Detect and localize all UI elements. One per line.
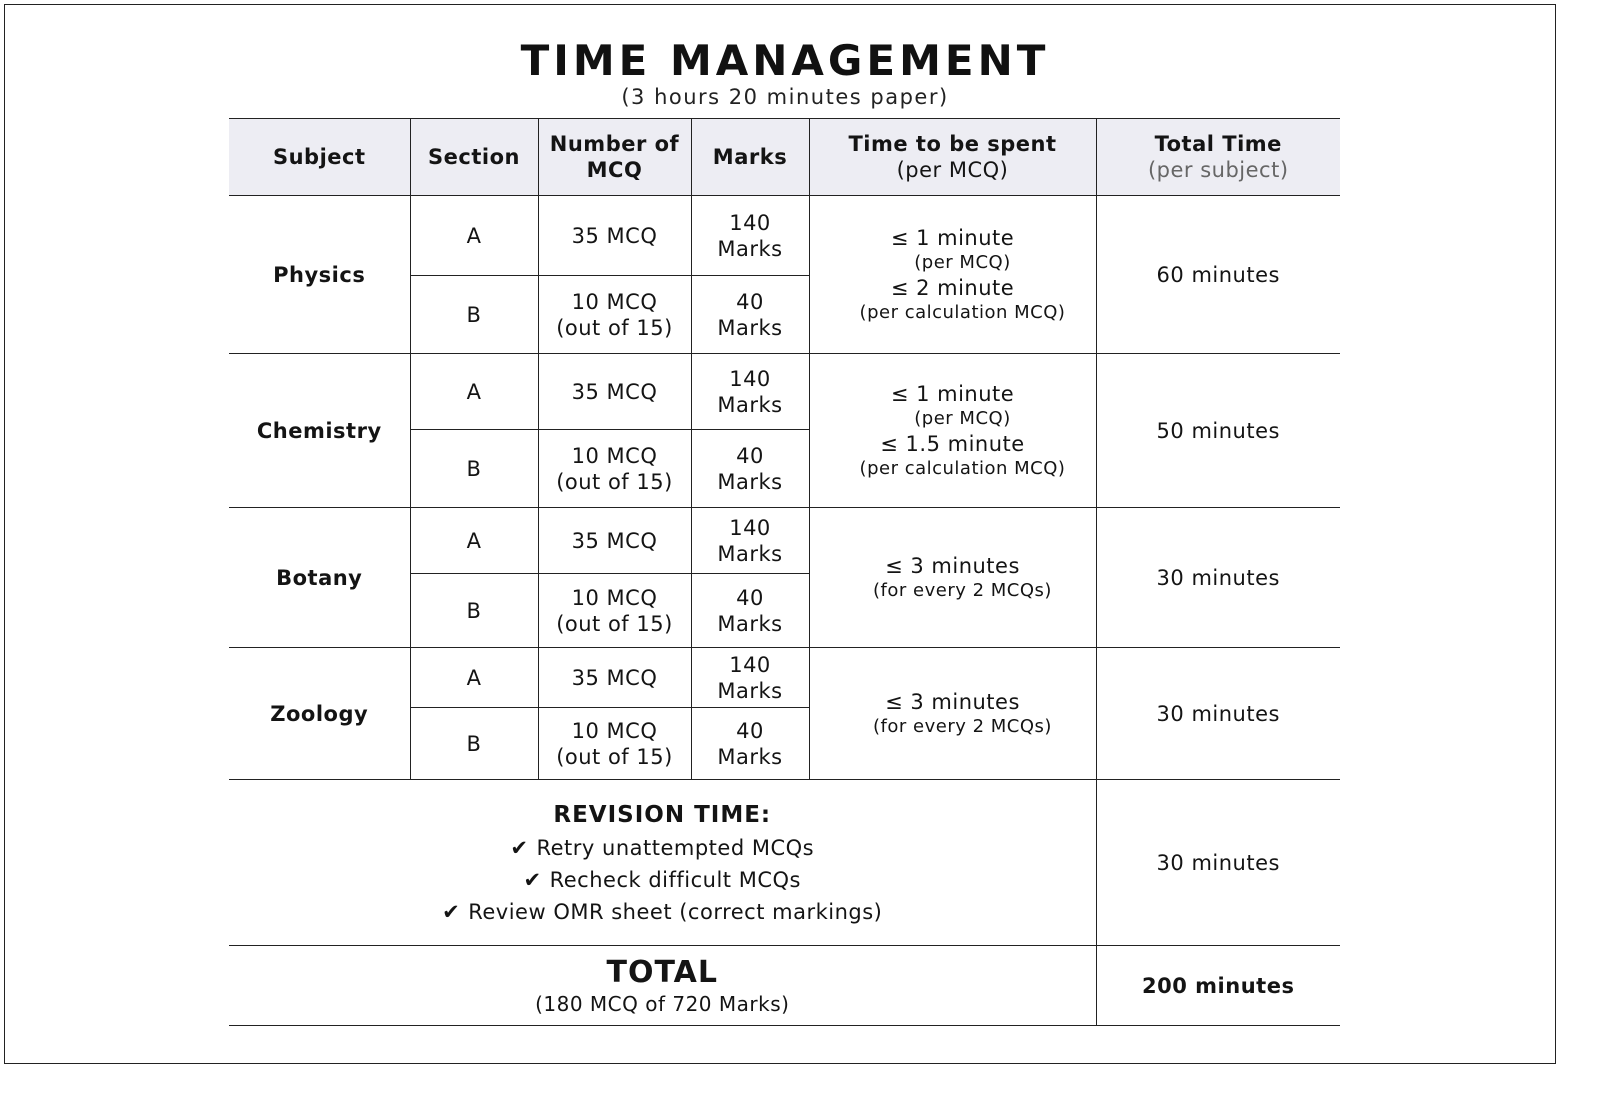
mcq-count-line: (out of 15)	[556, 744, 673, 769]
mcq-count-cell	[538, 196, 691, 276]
mcq-count-line: 35 MCQ	[571, 665, 658, 690]
time-note: (per MCQ)	[914, 407, 1011, 429]
marks-line: Marks	[717, 744, 783, 769]
marks-line: Marks	[717, 541, 783, 566]
marks-line: Marks	[717, 392, 783, 417]
revision-item	[229, 864, 1096, 896]
page-title: TIME MANAGEMENT	[520, 36, 1050, 85]
header-time-per-mcq	[809, 119, 1096, 196]
mcq-count-line: 35 MCQ	[571, 528, 658, 553]
subject-name: Zoology	[229, 648, 410, 780]
mcq-count-line: 10 MCQ	[571, 718, 658, 743]
time-note: (for every 2 MCQs)	[873, 579, 1052, 601]
time-note: (per calculation MCQ)	[859, 457, 1066, 479]
header-subject: Subject	[229, 119, 410, 196]
mcq-count-cell	[538, 574, 691, 648]
mcq-count-cell	[538, 508, 691, 574]
header-row	[229, 119, 1340, 196]
section-cell: A	[410, 354, 538, 430]
marks-line: 140	[729, 515, 771, 540]
marks-line: 40	[736, 289, 764, 314]
marks-line: 40	[736, 585, 764, 610]
section-cell: B	[410, 276, 538, 354]
time-note: (for every 2 MCQs)	[873, 715, 1052, 737]
marks-line: Marks	[717, 236, 783, 261]
header-total-time	[1096, 119, 1340, 196]
revision-cell	[229, 780, 1096, 946]
marks-cell	[691, 276, 809, 354]
marks-cell	[691, 574, 809, 648]
total-cell	[229, 946, 1096, 1026]
table-row	[229, 508, 1340, 574]
section-cell: A	[410, 508, 538, 574]
header-time-per-mcq-label: Time to be spent	[848, 132, 1057, 156]
section-cell: A	[410, 648, 538, 708]
marks-line: Marks	[717, 315, 783, 340]
mcq-count-line: (out of 15)	[556, 315, 673, 340]
revision-item-label: Recheck difficult MCQs	[549, 867, 801, 892]
mcq-count-line: 10 MCQ	[571, 585, 658, 610]
total-sub: (180 MCQ of 720 Marks)	[535, 991, 790, 1016]
time-limit: ≤ 1 minute	[890, 381, 1015, 406]
marks-line: 140	[729, 652, 771, 677]
subject-total-time: 50 minutes	[1096, 354, 1340, 508]
checkmark-icon: ✔	[523, 867, 542, 892]
revision-title: REVISION TIME:	[553, 801, 772, 828]
mcq-count-cell	[538, 708, 691, 780]
subject-total-time: 60 minutes	[1096, 196, 1340, 354]
time-note: (per MCQ)	[914, 251, 1011, 273]
revision-item-label: Review OMR sheet (correct markings)	[468, 899, 883, 924]
header-number-mcq: Number of MCQ	[538, 119, 691, 196]
marks-line: 140	[729, 210, 771, 235]
checkmark-icon: ✔	[442, 899, 461, 924]
time-management-table	[229, 118, 1340, 1026]
marks-line: Marks	[717, 678, 783, 703]
marks-cell	[691, 196, 809, 276]
mcq-count-line: 35 MCQ	[571, 223, 658, 248]
subject-total-time: 30 minutes	[1096, 508, 1340, 648]
time-limit: ≤ 3 minutes	[885, 553, 1020, 578]
marks-line: 40	[736, 718, 764, 743]
time-per-mcq-cell	[809, 648, 1096, 780]
mcq-count-line: (out of 15)	[556, 611, 673, 636]
mcq-count-line: 10 MCQ	[571, 289, 658, 314]
subject-name: Physics	[229, 196, 410, 354]
page-subtitle: (3 hours 20 minutes paper)	[621, 85, 949, 109]
marks-cell	[691, 648, 809, 708]
revision-item	[229, 832, 1096, 864]
marks-cell	[691, 708, 809, 780]
time-note: (per calculation MCQ)	[859, 301, 1066, 323]
subject-name: Botany	[229, 508, 410, 648]
mcq-count-line: 35 MCQ	[571, 379, 658, 404]
time-limit: ≤ 2 minute	[890, 275, 1015, 300]
marks-line: 140	[729, 366, 771, 391]
time-per-mcq-cell	[809, 354, 1096, 508]
table-row	[229, 354, 1340, 430]
mcq-count-line: 10 MCQ	[571, 443, 658, 468]
table-row	[229, 648, 1340, 708]
total-row	[229, 946, 1340, 1026]
marks-cell	[691, 508, 809, 574]
marks-cell	[691, 430, 809, 508]
subject-name: Chemistry	[229, 354, 410, 508]
total-time: 200 minutes	[1096, 946, 1340, 1026]
marks-line: Marks	[717, 611, 783, 636]
subject-total-time: 30 minutes	[1096, 648, 1340, 780]
time-per-mcq-cell	[809, 508, 1096, 648]
mcq-count-cell	[538, 430, 691, 508]
section-cell: B	[410, 708, 538, 780]
header-time-per-mcq-sub: (per MCQ)	[896, 158, 1009, 182]
header-total-time-sub: (per subject)	[1147, 158, 1289, 182]
section-cell: A	[410, 196, 538, 276]
mcq-count-cell	[538, 276, 691, 354]
checkmark-icon: ✔	[510, 835, 529, 860]
header-total-time-label: Total Time	[1154, 132, 1282, 156]
time-limit: ≤ 1 minute	[890, 225, 1015, 250]
time-limit: ≤ 1.5 minute	[880, 431, 1025, 456]
header-marks: Marks	[691, 119, 809, 196]
header-section: Section	[410, 119, 538, 196]
revision-item-label: Retry unattempted MCQs	[536, 835, 815, 860]
mcq-count-line: (out of 15)	[556, 469, 673, 494]
marks-line: 40	[736, 443, 764, 468]
section-cell: B	[410, 430, 538, 508]
table-row	[229, 196, 1340, 276]
revision-row	[229, 780, 1340, 946]
revision-item	[229, 896, 1096, 928]
time-limit: ≤ 3 minutes	[885, 689, 1020, 714]
marks-line: Marks	[717, 469, 783, 494]
time-per-mcq-cell	[809, 196, 1096, 354]
revision-time: 30 minutes	[1096, 780, 1340, 946]
mcq-count-cell	[538, 648, 691, 708]
marks-cell	[691, 354, 809, 430]
section-cell: B	[410, 574, 538, 648]
total-label: TOTAL	[606, 954, 718, 990]
mcq-count-cell	[538, 354, 691, 430]
